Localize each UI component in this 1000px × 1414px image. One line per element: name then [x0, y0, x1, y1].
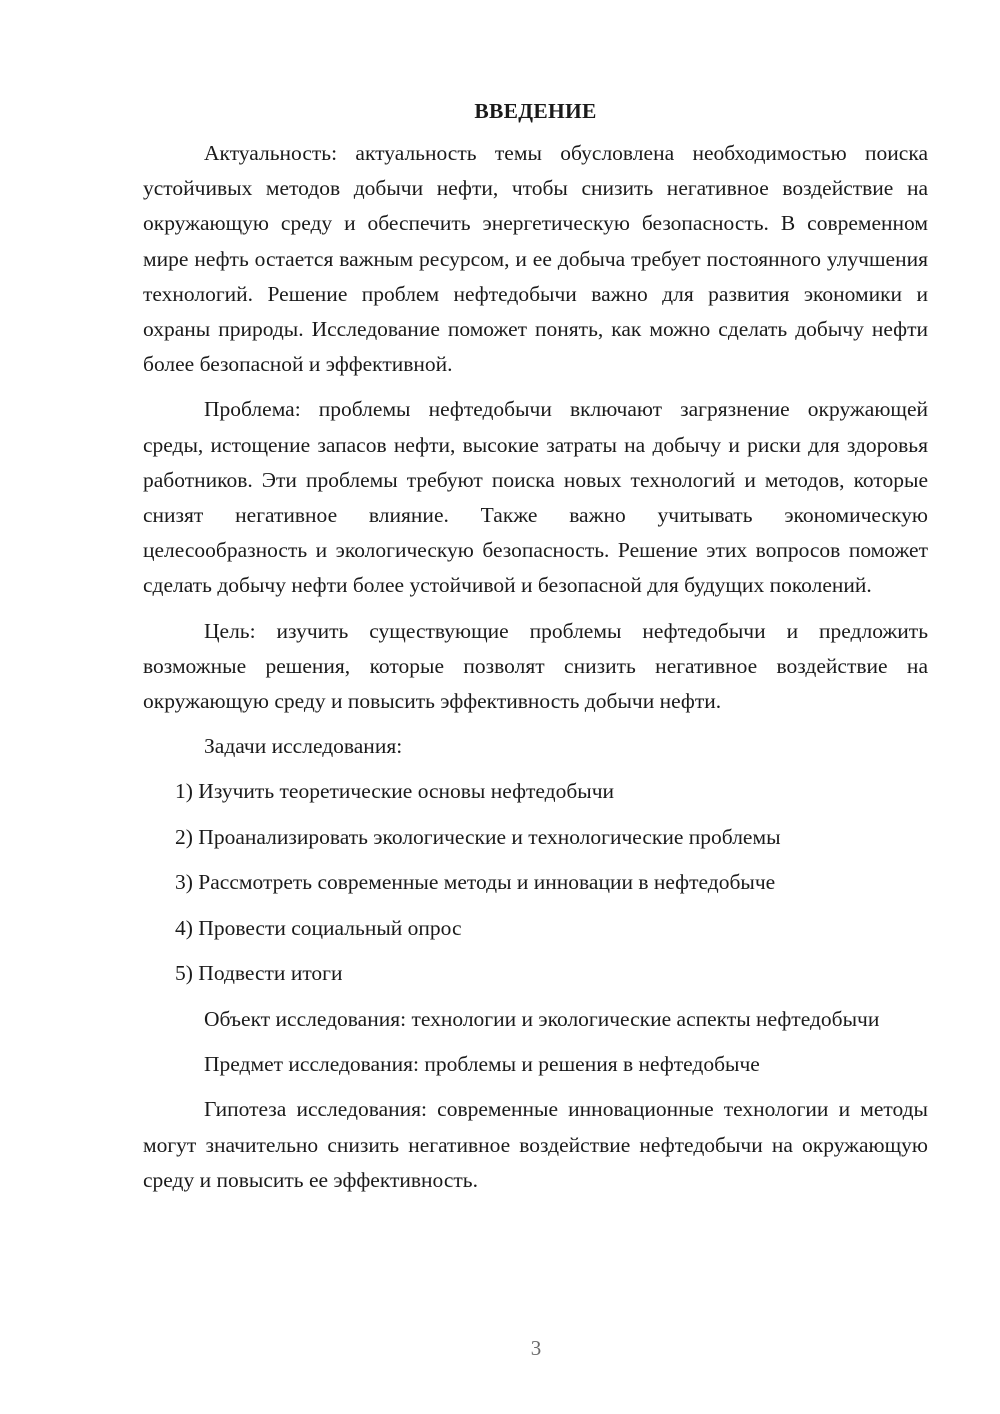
problem-paragraph: Проблема: проблемы нефтедобычи включают загрязнение окружающей среды, истощение запасов нефти, высокие затраты на добычу и риски для здоровья работников. Эти проблемы требуют поиска новых технологий и методов, которые снизят негативное влияние. Также важно учитывать экономическую целесообразность и экологическую безопасность. Решение этих вопросов поможет сделать добычу нефти более устойчивой и безопасной для будущих поколений. — [143, 397, 928, 598]
tasks-title: Задачи исследования: — [204, 734, 403, 759]
goal-paragraph: Цель: изучить существующие проблемы нефтедобычи и предложить возможные решения, которые позволят снизить негативное воздействие на окружающую среду и повысить эффективность добычи нефти. — [143, 618, 928, 714]
list-item-number: 5) — [175, 961, 193, 986]
list-item — [143, 956, 928, 991]
list-item-number: 3) — [175, 870, 193, 895]
list-item — [143, 865, 928, 900]
list-item — [143, 774, 928, 809]
subject-paragraph: Предмет исследования: проблемы и решения в нефтедобыче — [204, 1052, 760, 1077]
page-title: ВВЕДЕНИЕ — [474, 99, 597, 123]
list-item-number: 1) — [175, 779, 193, 804]
list-item-text: Провести социальный опрос — [198, 915, 462, 940]
list-item — [143, 911, 928, 946]
relevance-paragraph: Актуальность: актуальность темы обусловлена необходимостью поиска устойчивых методов добычи нефти, чтобы снизить негативное воздействие на окружающую среду и обеспечить энергетическую безопасность. В современном мире нефть остается важным ресурсом, и ее добыча требует постоянного улучшения технологий. Решение проблем нефтедобычи важно для развития экономики и охраны природы. Исследование поможет понять, как можно сделать добычу нефти более безопасной и эффективной. — [143, 141, 928, 377]
list-item-text: Рассмотреть современные методы и инновации в нефтедобыче — [198, 870, 776, 895]
tasks-list — [143, 774, 928, 991]
hypothesis-paragraph: Гипотеза исследования: современные инновационные технологии и методы могут значительно снизить негативное воздействие нефтедобычи на окружающую среду и повысить ее эффективность. — [143, 1097, 928, 1192]
list-item-text: Изучить теоретические основы нефтедобычи — [198, 779, 615, 804]
object-paragraph: Объект исследования: технологии и экологические аспекты нефтедобычи — [204, 1006, 880, 1031]
page-body — [143, 96, 928, 1208]
list-item-number: 4) — [175, 915, 193, 940]
list-item — [143, 820, 928, 855]
page-number: 3 — [530, 1336, 542, 1360]
list-item-text: Подвести итоги — [198, 961, 343, 986]
list-item-text: Проанализировать экологические и технологические проблемы — [198, 824, 781, 849]
list-item-number: 2) — [175, 824, 193, 849]
